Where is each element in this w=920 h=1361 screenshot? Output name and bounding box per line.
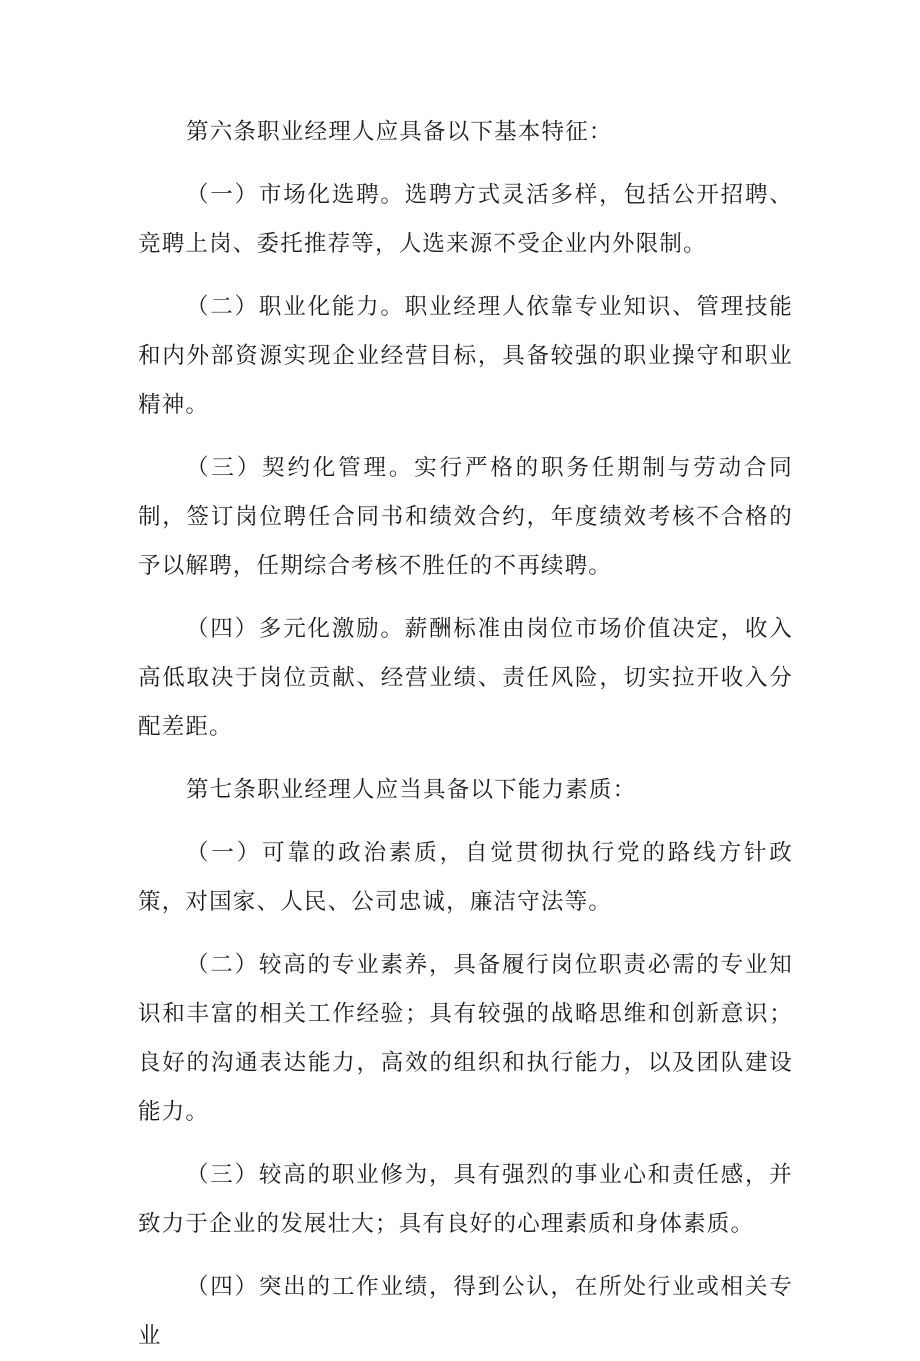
article-7-item-4: （四）突出的工作业绩，得到公认，在所处行业或相关专业	[138, 1274, 793, 1349]
article-6-item-3: （三）契约化管理。实行严格的职务任期制与劳动合同制，签订岗位聘任合同书和绩效合约，年度绩效考核不合格的予以解聘，任期综合考核不胜任的不再续聘。	[138, 455, 793, 579]
article-6-item-4: （四）多元化激励。薪酬标准由岗位市场价值决定，收入高低取决于岗位贡献、经营业绩、责任风险，切实拉开收入分配差距。	[138, 616, 793, 740]
article-7-item-2: （二）较高的专业素养，具备履行岗位职责必需的专业知识和丰富的相关工作经验；具有较强的战略思维和创新意识；良好的沟通表达能力，高效的组织和执行能力，以及团队建设能力。	[138, 952, 793, 1125]
article-7-item-3: （三）较高的职业修为，具有强烈的事业心和责任感，并致力于企业的发展壮大；具有良好的心理素质和身体素质。	[138, 1162, 793, 1237]
article-7-heading: 第七条职业经理人应当具备以下能力素质：	[186, 777, 637, 803]
article-6-heading: 第六条职业经理人应具备以下基本特征：	[186, 119, 613, 145]
document-body	[138, 108, 793, 1361]
article-7-item-1: （一）可靠的政治素质，自觉贯彻执行党的路线方针政策，对国家、人民、公司忠诚，廉洁守法等。	[138, 840, 793, 915]
article-6-item-1: （一）市场化选聘。选聘方式灵活多样，包括公开招聘、竞聘上岗、委托推荐等，人选来源不受企业内外限制。	[138, 182, 793, 257]
article-6-item-2: （二）职业化能力。职业经理人依靠专业知识、管理技能和内外部资源实现企业经营目标，具备较强的职业操守和职业精神。	[138, 294, 793, 418]
